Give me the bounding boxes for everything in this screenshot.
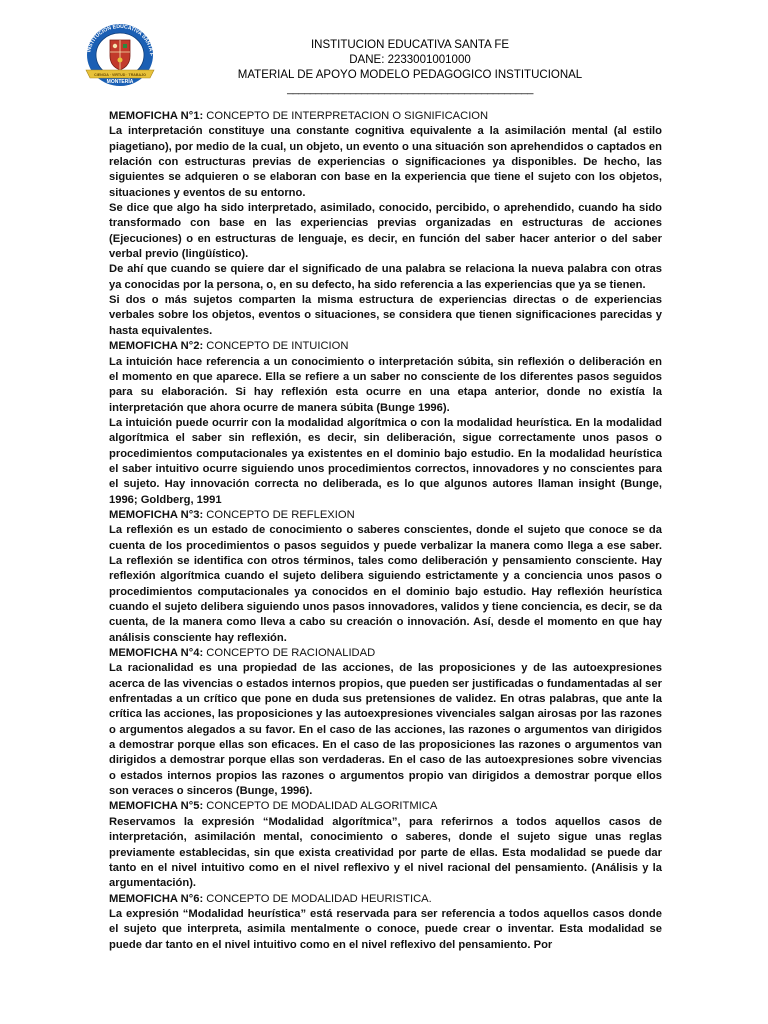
memoficha-number: MEMOFICHA N°5:	[109, 800, 204, 813]
document-header	[190, 38, 630, 95]
svg-text:MONTERÍA: MONTERÍA	[106, 79, 134, 85]
memoficha-heading	[109, 508, 662, 523]
svg-text:CIENCIA · VIRTUD · TRABAJO: CIENCIA · VIRTUD · TRABAJO	[94, 73, 146, 77]
document-body	[109, 109, 662, 953]
memoficha-paragraph: La intuición hace referencia a un conocimiento o interpretación súbita, sin reflexión o deliberación en el momento en que aparece. Ella se refiere a un saber no consciente de los diferentes pasos seguidos para su elaboración. Si hay reflexión esta ocurre en una etapa anterior, donde no existía la interpretación que ahora ocurre de manera súbita (Bunge 1996).	[109, 355, 662, 414]
memoficha-heading	[109, 339, 662, 354]
memoficha-paragraph: Reservamos la expresión “Modalidad algorítmica”, para referirnos a todos aquellos casos de interpretación, asimilación mental, conocimiento o saberes, donde el sujeto sigue unas reglas previamente establecidas, sin que exista creatividad por parte de ellas. Esta modalidad se puede dar tanto en el nivel intuitivo como en el nivel reflexivo y el nivel racional del pensamiento. (Análisis y la argumentación).	[109, 815, 662, 890]
memoficha-heading	[109, 799, 662, 814]
memoficha-heading	[109, 109, 662, 124]
header-rule: ___________________________________________	[287, 83, 533, 95]
memoficha-title: CONCEPTO DE INTUICION	[203, 340, 349, 353]
memoficha-title: CONCEPTO DE MODALIDAD ALGORITMICA	[203, 800, 438, 813]
memoficha-paragraph: Si dos o más sujetos comparten la misma estructura de experiencias directas o de experiencias verbales sobre los objetos, eventos o situaciones, se considera que tienen significaciones parecidas y hasta equivalentes.	[109, 294, 662, 337]
institution-name: INSTITUCION EDUCATIVA SANTA FE	[310, 39, 510, 51]
memoficha-paragraph: La expresión “Modalidad heurística” está reservada para ser referencia a todos aquellos casos donde el sujeto que interpreta, asimila mentalmente o conoce, puede crear o inventar. Esta modalidad se puede dar tanto en el nivel intuitivo como en el nivel reflexivo del pensamiento. Por	[109, 907, 662, 951]
memoficha-number: MEMOFICHA N°1:	[109, 110, 204, 122]
memoficha-number: MEMOFICHA N°2:	[109, 340, 204, 353]
memoficha-number: MEMOFICHA N°6:	[109, 892, 204, 905]
memoficha-title: CONCEPTO DE INTERPRETACION O SIGNIFICACION	[203, 110, 489, 122]
memoficha-number: MEMOFICHA N°3:	[109, 508, 204, 521]
memoficha-title: CONCEPTO DE RACIONALIDAD	[203, 647, 376, 660]
memoficha-paragraph: La interpretación constituye una constante cognitiva equivalente a la asimilación mental (al estilo piagetiano), por medio de la cual, un objeto, un evento o una situación son aprehendidos o captados en relación con estructuras previas de experiencias o significaciones ya disponibles. De hecho, las siguientes se adquieren o se elaboran con base en la experiencia que tiene el sujeto con los objetos, situaciones y eventos de su entorno.	[109, 125, 662, 199]
memoficha-number: MEMOFICHA N°4:	[109, 647, 204, 660]
memoficha-paragraph: Se dice que algo ha sido interpretado, asimilado, conocido, percibido, o aprehendido, cuando ha sido transformado con base en las experiencias previas organizadas en estructuras de acciones (Ejecuciones) o en estructuras de lenguaje, es decir, en función del saber hacer anterior o del saber verbal previo (lingüístico).	[109, 202, 662, 261]
svg-text:INSTITUCIÓN EDUCATIVA SANTA FE: INSTITUCIÓN EDUCATIVA SANTA F	[86, 23, 155, 57]
memoficha-paragraph: La reflexión es un estado de conocimiento o saberes conscientes, donde el sujeto que conoce se da cuenta de los procedimientos o pasos seguidos y puede verbalizar la manera como llega a ese saber. La reflexión se identifica con otros términos, tales como deliberación y pensamiento consciente. Hay reflexión algorítmica cuando el sujeto delibera siguiendo estrictamente y a conciencia unos pasos o procedimientos computacionales ya conocidos en el dominio bajo estudio. Hay reflexión heurística cuando el sujeto delibera siguiendo unos pasos innovadores, validos y tiene conciencia, es decir, se da cuenta, de la manera como lleva a cabo su creación o innovación. Así, desde el momento en que hay análisis consciente hay reflexión.	[109, 524, 662, 644]
memoficha-paragraph: De ahí que cuando se quiere dar el significado de una palabra se relaciona la nueva palabra con otras ya conocidas por la persona, o, en su defecto, ha sido referencia a las experiencias que ya se tienen.	[109, 263, 662, 291]
memoficha-paragraph: La intuición puede ocurrir con la modalidad algorítmica o con la modalidad heurística. En la modalidad algorítmica el saber sin reflexión, es decir, sin deliberación, sigue correctamente unos pasos o procedimientos computacionales ya existentes en el dominio bajo estudio. En la modalidad heurística el saber intuitivo ocurre siguiendo unos procedimientos correctos, innovadores y no conscientes para el sujeto. Hay innovación correcta no deliberada, es lo que algunos autores llaman insight (Bunge, 1996; Goldberg, 1991	[109, 416, 662, 506]
memoficha-heading	[109, 892, 662, 907]
dane-code: DANE: 2233001001000	[349, 54, 471, 66]
memoficha-heading	[109, 646, 662, 661]
school-crest-logo-icon	[78, 20, 162, 92]
document-subtitle: MATERIAL DE APOYO MODELO PEDAGOGICO INSTITUCIONAL	[237, 69, 583, 81]
memoficha-title: CONCEPTO DE REFLEXION	[203, 508, 355, 521]
memoficha-title: CONCEPTO DE MODALIDAD HEURISTICA.	[203, 892, 432, 905]
memoficha-paragraph: La racionalidad es una propiedad de las acciones, de las proposiciones y de las autoexpresiones acerca de las vivencias o estados internos propios, que pueden ser justificadas o fundamentadas al ser enfrentadas a un crítico que pone en duda sus pretensiones de validez. En otras palabras, que ante la crítica las acciones, las proposiciones y las autoexpresiones vivenciales salgan airosas por las razones o argumentos alegados a su favor. En el caso de las acciones, las razones o argumentos van dirigidos a demostrar porque ellas son eficaces. En el caso de las proposiciones las razones o argumentos van dirigidos a demostrar porque ellas son verdaderas. En el caso de las autoexpresiones sobre vivencias o estados internos propios las razones o argumentos propio van dirigidos a demostrar porque ellos son veraces o sinceros (Bunge, 1996).	[109, 662, 662, 798]
